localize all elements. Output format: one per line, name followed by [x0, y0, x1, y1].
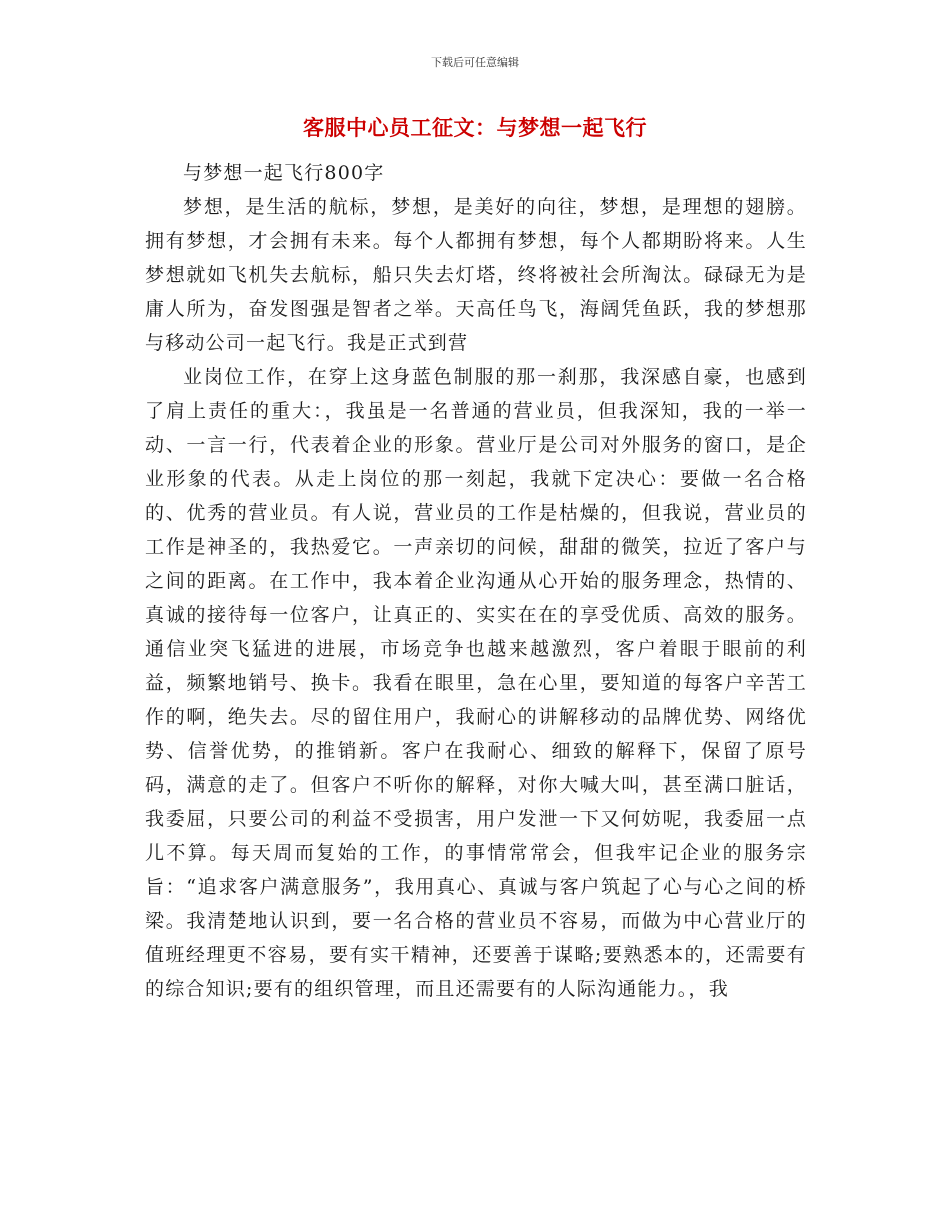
document-title: 客服中心员工征文：与梦想一起飞行 — [303, 115, 647, 140]
header-note: 下载后可任意编辑 — [431, 56, 519, 69]
document-body — [145, 156, 807, 1006]
subtitle-paragraph: 与梦想一起飞行800字 — [183, 162, 385, 184]
body-paragraph: 业岗位工作，在穿上这身蓝色制服的那一刹那，我深感自豪，也感到了肩上责任的重大：，我虽是一名普通的营业员，但我深知，我的一举一动、一言一行，代表着企业的形象。营业厅是公司对外服务的窗口，是企业形象的代表。从走上岗位的那一刻起，我就下定决心：要做一名合格的、优秀的营业员。有人说，营业员的工作是枯燥的，但我说，营业员的工作是神圣的，我热爱它。一声亲切的问候，甜甜的微笑，拉近了客户与之间的距离。在工作中，我本着企业沟通从心开始的服务理念，热情的、真诚的接待每一位客户，让真正的、实实在在的享受优质、高效的服务。通信业突飞猛进的进展，市场竞争也越来越激烈，客户着眼于眼前的利益，频繁地销号、换卡。我看在眼里，急在心里，要知道的每客户辛苦工作的啊，绝失去。尽的留住用户，我耐心的讲解移动的品牌优势、网络优势、信誉优势，的推销新。客户在我耐心、细致的解释下，保留了原号码，满意的走了。但客户不听你的解释，对你大喊大叫，甚至满口脏话，我委屈，只要公司的利益不受损害，用户发泄一下又何妨呢，我委屈一点儿不算。每天周而复始的工作，的事情常常会，但我牢记企业的服务宗旨：“追求客户满意服务”，我用真心、真诚与客户筑起了心与心之间的桥梁。我清楚地认识到，要一名合格的营业员不容易，而做为中心营业厅的值班经理更不容易，要有实干精神，还要善于谋略;要熟悉本的，还需要有的综合知识;要有的组织管理，而且还需要有的人际沟通能力。，我 — [145, 366, 807, 1000]
body-paragraph: 梦想，是生活的航标，梦想，是美好的向往，梦想，是理想的翅膀。拥有梦想，才会拥有未来。每个人都拥有梦想，每个人都期盼将来。人生梦想就如飞机失去航标，船只失去灯塔，终将被社会所淘汰。碌碌无为是庸人所为，奋发图强是智者之举。天高任鸟飞，海阔凭鱼跃，我的梦想那与移动公司一起飞行。我是正式到营 — [145, 196, 807, 354]
